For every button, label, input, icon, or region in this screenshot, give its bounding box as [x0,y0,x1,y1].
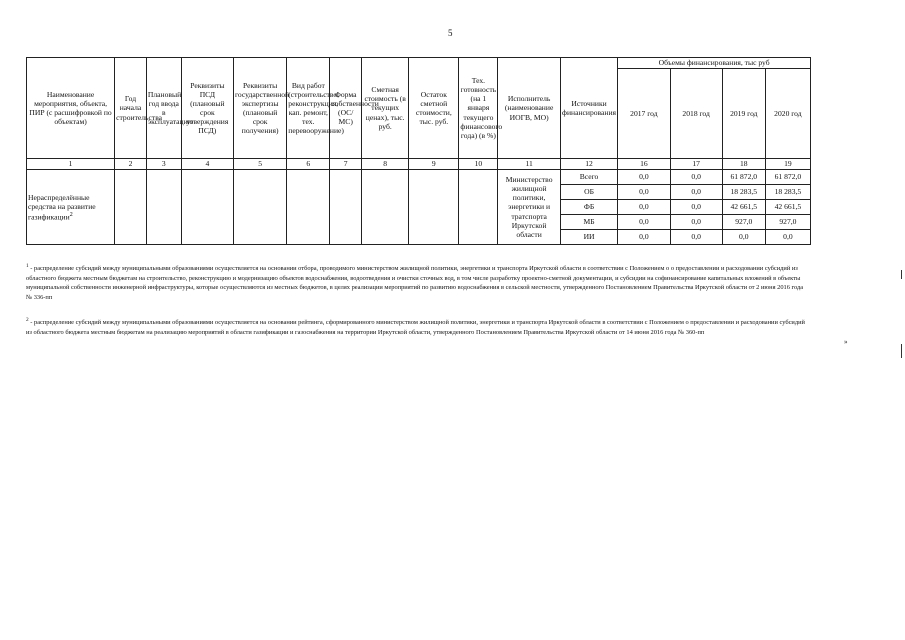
value-2018: 0,0 [670,185,722,200]
value-2017: 0,0 [618,215,670,230]
executor-cell: Министерство жилищной политики, энергетики и тратспорта Иркутской области [498,170,561,245]
header-name: Наименование мероприятия, объекта, ПИР (с расшифровкой по объектам) [27,58,115,159]
value-2020: 42 661,5 [765,200,810,215]
header-funding-volume: Объемы финансирования, тыс руб [618,58,811,69]
header-year-2019: 2019 год [722,69,765,159]
item-name: Нераспределённые средства на развитие газификации [28,192,96,222]
header-work-type: Вид работ (строительство, реконструкция, кап. ремонт, тех. перевооружение) [287,58,330,159]
header-psd-details: Реквизиты ПСД (плановый срок утверждения ПСД) [181,58,233,159]
item-name-cell [27,170,115,245]
empty-cell [330,170,362,245]
header-estimated-cost: Сметная стоимость (в текущих ценах), тыс. руб. [362,58,409,159]
empty-cell [287,170,330,245]
empty-cell [409,170,459,245]
funding-source: Всего [560,170,617,185]
header-expertise-details: Реквизиты государственной экспертизы (плановый срок получения) [234,58,287,159]
empty-cell [234,170,287,245]
empty-cell [146,170,181,245]
column-number: 19 [765,159,810,170]
footnote-1 [26,262,808,303]
footnote-2 [26,316,808,337]
value-2017: 0,0 [618,185,670,200]
footnote-2-text: - распределение субсидий между муниципальными образованиями осуществляется на основании рейтинга, сформированного министерством жилищной политики, энергетики и транспорта Иркутской области в соответствии с Положением о предоставлении и расходовании субсидий из областного бюджета местным бюджетам на реализацию мероприятий в области газификации и газоснабжения на территории Иркутской области, утвержденного Постановлением Правительства Иркутской области от 14 июня 2016 года № 360-пп [26,319,805,336]
header-remaining-cost: Остаток сметной стоимости, тыс. руб. [409,58,459,159]
column-number: 17 [670,159,722,170]
column-number: 2 [115,159,147,170]
value-2018: 0,0 [670,215,722,230]
header-executor: Исполнитель (наименование ИОГВ, МО) [498,58,561,159]
value-2018: 0,0 [670,170,722,185]
value-2017: 0,0 [618,230,670,245]
column-number: 3 [146,159,181,170]
empty-cell [115,170,147,245]
value-2019: 42 661,5 [722,200,765,215]
financing-table [26,57,811,245]
value-2019: 927,0 [722,215,765,230]
empty-cell [362,170,409,245]
value-2017: 0,0 [618,200,670,215]
value-2020: 0,0 [765,230,810,245]
footnote-1-text: - распределение субсидий между муниципальными образованиями осуществляется на основании отбора, проводимого министерством жилищной политики, энергетики и транспорта Иркутской области в соответствии с Положением о о предоставлении и расходовании субсидий из областного бюджета местным бюджетам на строительство, реконструкцию и модернизацию объектов водоснабжения, водоотведения и очистки сточных вод, в том числе разработку проектно-сметной документации, и субсидии на софинансирование капитальных вложений в объекты муниципальной собственности инженерной инфраструктуры, которые осуществляются из местных бюджетов, в целях реализации мероприятий по развитию водоснабжения в сельской местности, утвержденного Постановлением Правительства Иркутской области от 2 июня 2016 года № 336-пп [26,265,804,301]
value-2020: 61 872,0 [765,170,810,185]
funding-source: МБ [560,215,617,230]
column-numbers-row [27,159,811,170]
value-2020: 18 283,5 [765,185,810,200]
column-number: 6 [287,159,330,170]
column-number: 16 [618,159,670,170]
column-number: 11 [498,159,561,170]
column-number: 9 [409,159,459,170]
value-2018: 0,0 [670,230,722,245]
funding-source: ОБ [560,185,617,200]
value-2019: 0,0 [722,230,765,245]
margin-mark: » [844,338,848,346]
column-number: 18 [722,159,765,170]
scan-edge-mark [901,270,902,279]
page-number: 5 [448,28,453,38]
header-year-2018: 2018 год [670,69,722,159]
funding-source: ФБ [560,200,617,215]
column-number: 1 [27,159,115,170]
table-row [27,170,811,185]
column-number: 10 [459,159,498,170]
empty-cell [459,170,498,245]
item-footnote-mark: 2 [69,210,73,218]
header-plan-year: Плановый год ввода в эксплуатацию [146,58,181,159]
column-number: 4 [181,159,233,170]
column-number: 7 [330,159,362,170]
footnote-1-mark: 1 [26,263,29,269]
header-ownership: Форма собственности (ОС/МС) [330,58,362,159]
scan-edge-mark [901,344,902,358]
value-2020: 927,0 [765,215,810,230]
footnote-2-mark: 2 [26,317,29,323]
header-readiness: Тех. готовность (на 1 января текущего финансового года) (в %) [459,58,498,159]
column-number: 5 [234,159,287,170]
empty-cell [181,170,233,245]
header-year-start: Год начала строительства [115,58,147,159]
value-2018: 0,0 [670,200,722,215]
value-2019: 18 283,5 [722,185,765,200]
value-2019: 61 872,0 [722,170,765,185]
header-year-2020: 2020 год [765,69,810,159]
funding-source: ИИ [560,230,617,245]
column-number: 12 [560,159,617,170]
header-year-2017: 2017 год [618,69,670,159]
value-2017: 0,0 [618,170,670,185]
column-number: 8 [362,159,409,170]
header-funding-sources: Источники финансирования [560,58,617,159]
